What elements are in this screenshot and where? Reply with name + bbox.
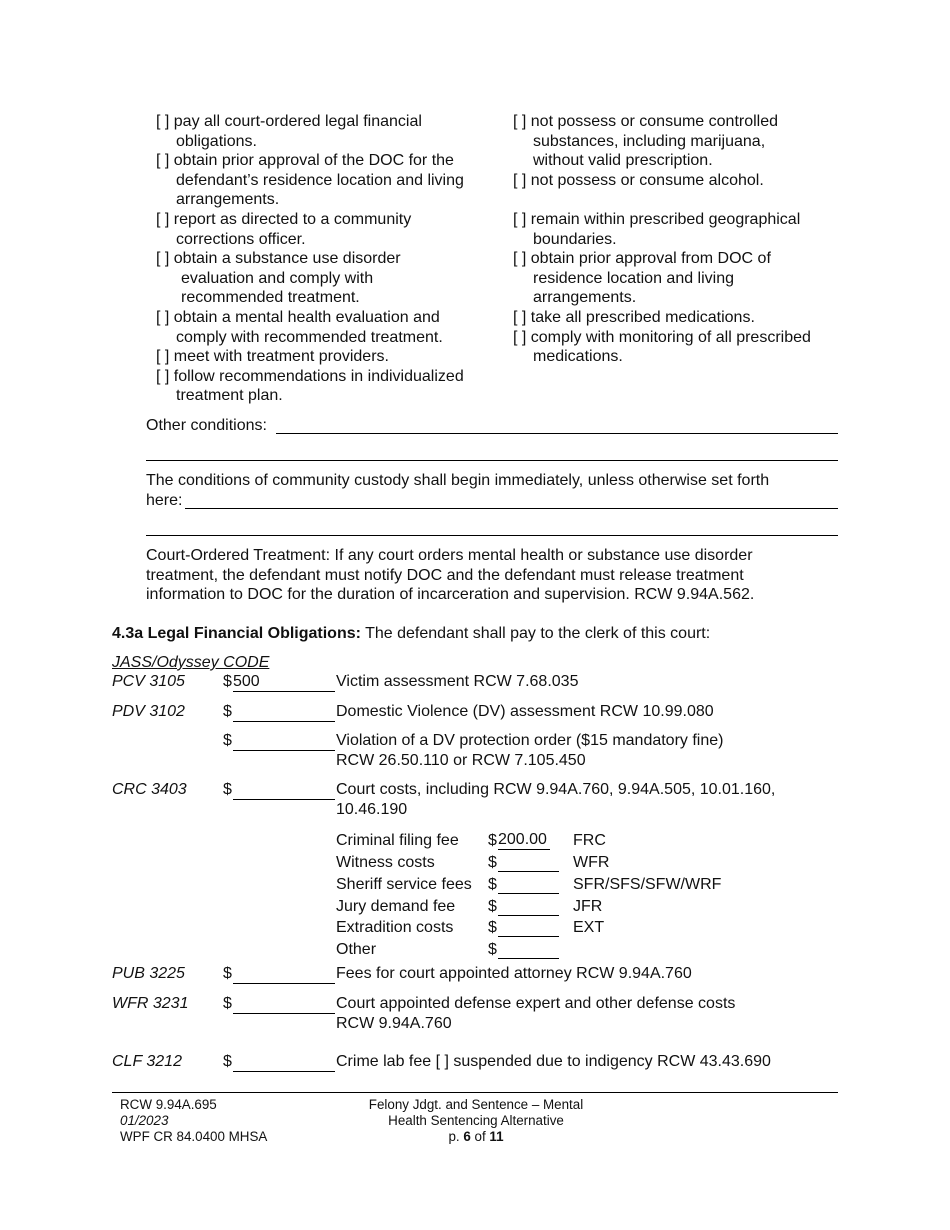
footer-form-number: WPF CR 84.0400 MHSA — [120, 1129, 268, 1144]
condition-text: [ ] pay all court-ordered legal financial — [156, 113, 422, 130]
condition-text: defendant’s residence location and living — [176, 171, 464, 189]
lfo-code: CLF 3212 — [112, 1053, 182, 1070]
condition-text: arrangements. — [176, 191, 280, 209]
condition-item — [156, 249, 464, 308]
condition-text: without valid prescription. — [533, 152, 713, 170]
cost-label: Sheriff service fees — [336, 876, 472, 893]
condition-item — [156, 308, 464, 347]
dollar-sign: $ — [488, 941, 497, 958]
dollar-sign: $ — [223, 703, 232, 720]
lfo-description: Crime lab fee [ ] suspended due to indigency RCW 43.43.690 — [336, 1053, 771, 1070]
dollar-sign: $ — [223, 995, 232, 1012]
lfo-description: RCW 9.94A.760 — [336, 1015, 452, 1032]
dollar-sign: $ — [223, 732, 232, 749]
custody-start-here: here: — [146, 492, 183, 509]
cost-amount-field[interactable] — [498, 897, 559, 916]
lfo-heading-text: The defendant shall pay to the clerk of this court: — [360, 625, 711, 642]
footer-center — [326, 1097, 626, 1145]
condition-text: [ ] obtain prior approval from DOC of — [513, 250, 771, 268]
cost-label: Witness costs — [336, 854, 435, 871]
condition-text: [ ] obtain a substance use disorder — [156, 250, 401, 268]
condition-text: [ ] not possess or consume controlled — [513, 113, 779, 130]
condition-text: arrangements. — [533, 289, 637, 307]
conditions-right-column — [513, 112, 811, 367]
condition-item — [513, 112, 811, 171]
dollar-sign: $ — [223, 673, 232, 690]
footer-title: Health Sentencing Alternative — [388, 1113, 564, 1128]
condition-item — [513, 171, 811, 191]
court-ordered-treatment — [146, 546, 754, 605]
custody-start-text: The conditions of community custody shall begin immediately, unless otherwise set forth — [146, 472, 770, 489]
current-page: 6 — [463, 1129, 471, 1144]
lfo-heading-bold: 4.3a Legal Financial Obligations: — [112, 625, 361, 642]
condition-text: treatment plan. — [176, 387, 283, 405]
condition-item — [156, 210, 464, 249]
lfo-code: PCV 3105 — [112, 673, 185, 690]
cost-amount-field[interactable] — [498, 940, 559, 959]
condition-item — [513, 308, 811, 328]
cost-code: WFR — [573, 854, 610, 871]
total-pages: 11 — [489, 1129, 504, 1144]
condition-text: comply with recommended treatment. — [176, 328, 443, 346]
lfo-description: Victim assessment RCW 7.68.035 — [336, 673, 579, 690]
lfo-code: PUB 3225 — [112, 965, 185, 982]
condition-item — [513, 249, 811, 308]
code-column-header: JASS/Odyssey CODE — [112, 654, 270, 671]
amount-field[interactable] — [233, 994, 335, 1014]
amount-field[interactable] — [233, 1052, 335, 1072]
conditions-left-column — [156, 112, 464, 406]
dollar-sign: $ — [223, 781, 232, 798]
cost-amount-field[interactable] — [498, 875, 559, 894]
condition-text: evaluation and comply with — [181, 269, 374, 287]
condition-text: [ ] comply with monitoring of all prescribed — [513, 328, 811, 346]
condition-item — [156, 112, 464, 151]
condition-text: [ ] follow recommendations in individualized — [156, 367, 464, 385]
condition-text: corrections officer. — [176, 230, 306, 248]
footer-rcw: RCW 9.94A.695 — [120, 1097, 217, 1112]
footer-date: 01/2023 — [120, 1113, 169, 1128]
condition-text: recommended treatment. — [181, 289, 360, 307]
footer-left — [120, 1097, 267, 1145]
dollar-sign: $ — [223, 965, 232, 982]
amount-field[interactable] — [233, 964, 335, 984]
custody-start-line-2[interactable] — [146, 535, 838, 536]
lfo-code: PDV 3102 — [112, 703, 185, 720]
condition-item — [156, 347, 464, 367]
condition-text: obligations. — [176, 132, 257, 150]
amount-field[interactable] — [233, 702, 335, 722]
amount-field[interactable] — [233, 780, 335, 800]
treatment-line: treatment, the defendant must notify DOC and the defendant must release treatment — [146, 566, 744, 584]
cost-code: SFR/SFS/SFW/WRF — [573, 876, 722, 893]
dollar-sign: $ — [488, 898, 497, 915]
dollar-sign: $ — [488, 832, 497, 849]
condition-item — [156, 367, 464, 406]
condition-text: medications. — [533, 348, 623, 366]
condition-text: [ ] meet with treatment providers. — [156, 348, 389, 366]
condition-text: substances, including marijuana, — [533, 132, 766, 150]
treatment-line: Court-Ordered Treatment: If any court orders mental health or substance use disorder — [146, 547, 753, 564]
cost-label: Other — [336, 941, 377, 958]
cost-amount-field[interactable] — [498, 853, 559, 872]
custody-start-line[interactable] — [185, 508, 838, 509]
lfo-description: Fees for court appointed attorney RCW 9.94A.760 — [336, 965, 692, 982]
condition-text: [ ] obtain prior approval of the DOC for the — [156, 152, 454, 170]
cost-amount-field[interactable]: 200.00 — [498, 831, 550, 850]
condition-text: [ ] obtain a mental health evaluation and — [156, 308, 440, 326]
footer-divider — [112, 1092, 838, 1093]
condition-item — [513, 210, 811, 249]
condition-text: [ ] remain within prescribed geographical — [513, 210, 801, 228]
dollar-sign: $ — [488, 854, 497, 871]
condition-text: [ ] report as directed to a community — [156, 210, 412, 228]
lfo-section-heading — [112, 624, 710, 644]
condition-text: residence location and living — [533, 269, 735, 287]
condition-text: [ ] not possess or consume alcohol. — [513, 171, 764, 189]
condition-text: boundaries. — [533, 230, 617, 248]
lfo-description: Domestic Violence (DV) assessment RCW 10.99.080 — [336, 703, 714, 720]
cost-code: EXT — [573, 919, 605, 936]
condition-item — [513, 328, 811, 367]
cost-code: FRC — [573, 832, 606, 849]
lfo-description: Court appointed defense expert and other defense costs — [336, 995, 736, 1012]
lfo-description: Violation of a DV protection order ($15 mandatory fine) — [336, 732, 724, 749]
cost-code: JFR — [573, 898, 603, 915]
cost-label: Jury demand fee — [336, 898, 456, 915]
amount-field[interactable]: 500 — [233, 672, 335, 692]
other-conditions-line[interactable] — [276, 433, 838, 434]
lfo-code: CRC 3403 — [112, 781, 187, 798]
amount-field[interactable] — [233, 731, 335, 751]
lfo-description: Court costs, including RCW 9.94A.760, 9.94A.505, 10.01.160, — [336, 781, 776, 798]
other-conditions-line-2[interactable] — [146, 460, 838, 461]
condition-item — [156, 151, 464, 210]
cost-amount-field[interactable] — [498, 918, 559, 937]
cost-label: Extradition costs — [336, 919, 454, 936]
lfo-code: WFR 3231 — [112, 995, 189, 1012]
treatment-line: information to DOC for the duration of incarceration and supervision. RCW 9.94A.562. — [146, 586, 755, 604]
lfo-description: 10.46.190 — [336, 801, 408, 818]
page-of: of — [470, 1129, 490, 1144]
cost-label: Criminal filing fee — [336, 832, 459, 849]
page-number — [326, 1129, 626, 1145]
dollar-sign: $ — [488, 876, 497, 893]
dollar-sign: $ — [223, 1053, 232, 1070]
lfo-description: RCW 26.50.110 or RCW 7.105.450 — [336, 752, 586, 769]
other-conditions-label: Other conditions: — [146, 417, 267, 434]
condition-text: [ ] take all prescribed medications. — [513, 308, 755, 326]
page-prefix: p. — [448, 1129, 464, 1144]
footer-title: Felony Jdgt. and Sentence – Mental — [368, 1097, 584, 1112]
dollar-sign: $ — [488, 919, 497, 936]
